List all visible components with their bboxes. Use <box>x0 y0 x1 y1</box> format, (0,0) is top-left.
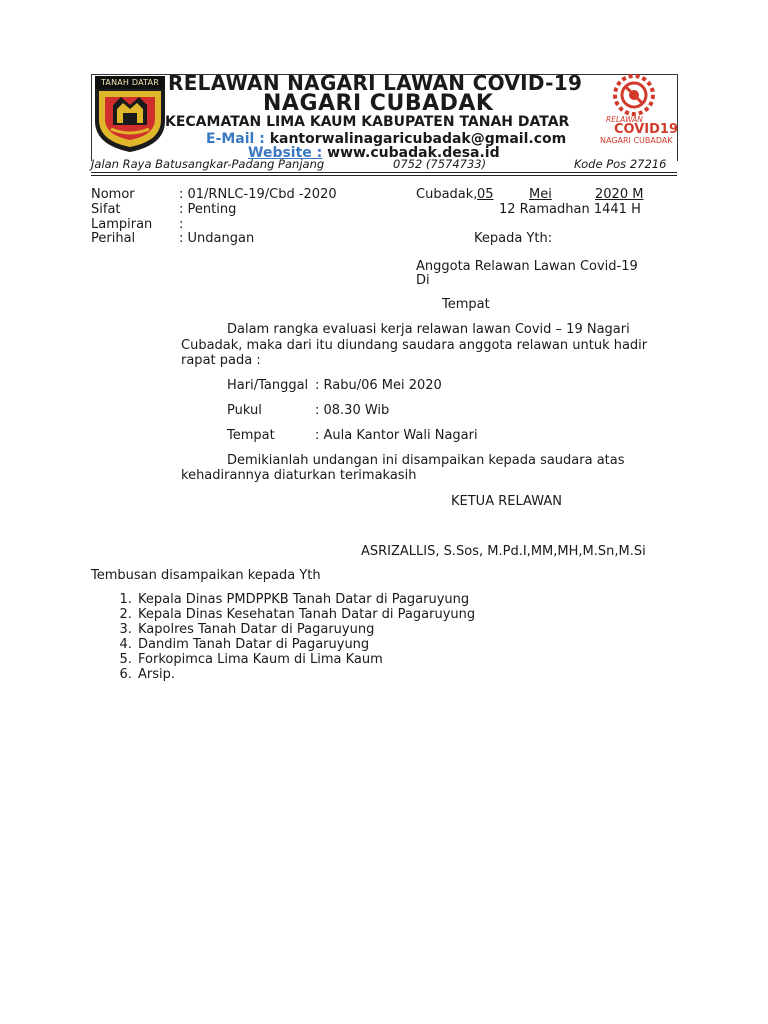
tempat-label: Tempat <box>227 428 275 443</box>
lampiran-label: Lampiran <box>91 217 153 232</box>
tempat-value: : Aula Kantor Wali Nagari <box>315 428 478 443</box>
tembusan-heading: Tembusan disampaikan kepada Yth <box>91 568 321 583</box>
body-opening-line2: Cubadak, maka dari itu diundang saudara anggota relawan untuk hadir <box>181 338 648 353</box>
relawan-covid19-logo-icon <box>592 74 679 148</box>
date-month: Mei <box>529 187 552 202</box>
logo-right-line2: COVID19 <box>614 122 679 137</box>
letterhead-title: RELAWAN NAGARI LAWAN COVID-19 <box>168 71 583 95</box>
hari-label: Hari/Tanggal <box>227 378 309 393</box>
list-item: 3. Kapolres Tanah Datar di Pagaruyung <box>136 622 475 637</box>
nomor-value: : 01/RNLC-19/Cbd -2020 <box>179 187 337 202</box>
logo-right-line1: RELAWAN <box>606 115 643 124</box>
website-label: Website : <box>248 145 323 161</box>
recipient-di: Di <box>416 273 430 288</box>
body-closing-line2: kehadirannya diaturkan terimakasih <box>181 468 417 483</box>
recipient-name: Anggota Relawan Lawan Covid-19 <box>416 259 638 274</box>
list-item: 1. Kepala Dinas PMDPPKB Tanah Datar di Pagaruyung <box>136 592 475 607</box>
signature-name: ASRIZALLIS, S.Sos, M.Pd.I,MM,MH,M.Sn,M.Si <box>361 544 646 559</box>
tanah-datar-emblem-icon <box>93 75 169 153</box>
hari-value: : Rabu/06 Mei 2020 <box>315 378 442 393</box>
sifat-value: : Penting <box>179 202 237 217</box>
email-label: E-Mail : <box>206 131 265 147</box>
logo-right-line3: NAGARI CUBADAK <box>600 136 673 145</box>
list-item: 6. Arsip. <box>136 667 475 682</box>
body-opening-line1: Dalam rangka evaluasi kerja relawan lawan Covid – 19 Nagari <box>227 322 630 337</box>
lampiran-value: : <box>179 217 184 232</box>
list-item: 2. Kepala Dinas Kesehatan Tanah Datar di Pagaruyung <box>136 607 475 622</box>
sifat-label: Sifat <box>91 202 121 217</box>
body-closing-line1: Demikianlah undangan ini disampaikan kepada saudara atas <box>227 453 625 468</box>
list-item: 4. Dandim Tanah Datar di Pagaruyung <box>136 637 475 652</box>
nomor-label: Nomor <box>91 187 135 202</box>
list-item: 5. Forkopimca Lima Kaum di Lima Kaum <box>136 652 475 667</box>
signature-title: KETUA RELAWAN <box>451 494 562 509</box>
letterhead-address: Jalan Raya Batusangkar-Padang Panjang <box>91 157 325 171</box>
recipient-tempat: Tempat <box>442 297 490 312</box>
email-value[interactable]: kantorwalinagaricubadak@gmail.com <box>269 131 567 147</box>
letterhead-district: KECAMATAN LIMA KAUM KABUPATEN TANAH DATAR <box>165 114 570 130</box>
website-value[interactable]: www.cubadak.desa.id <box>327 145 500 161</box>
letterhead-divider-double <box>91 175 677 176</box>
pukul-label: Pukul <box>227 403 262 418</box>
pukul-value: : 08.30 Wib <box>315 403 390 418</box>
date-day: 05 <box>477 187 494 202</box>
date-place: Cubadak, <box>416 187 478 202</box>
perihal-value: : Undangan <box>179 231 255 246</box>
letterhead-phone: 0752 (7574733) <box>393 157 487 171</box>
recipient-kepada: Kepada Yth: <box>474 231 553 246</box>
date-hijri: 12 Ramadhan 1441 H <box>499 202 641 217</box>
letterhead-postal: Kode Pos 27216 <box>574 157 667 171</box>
date-year: 2020 M <box>595 187 644 202</box>
body-opening-line3: rapat pada : <box>181 353 261 368</box>
perihal-label: Perihal <box>91 231 136 246</box>
letterhead-subtitle: NAGARI CUBADAK <box>263 91 494 116</box>
logo-left-label: TANAH DATAR <box>95 76 165 89</box>
letterhead-divider <box>91 172 677 173</box>
tembusan-list <box>112 592 475 682</box>
